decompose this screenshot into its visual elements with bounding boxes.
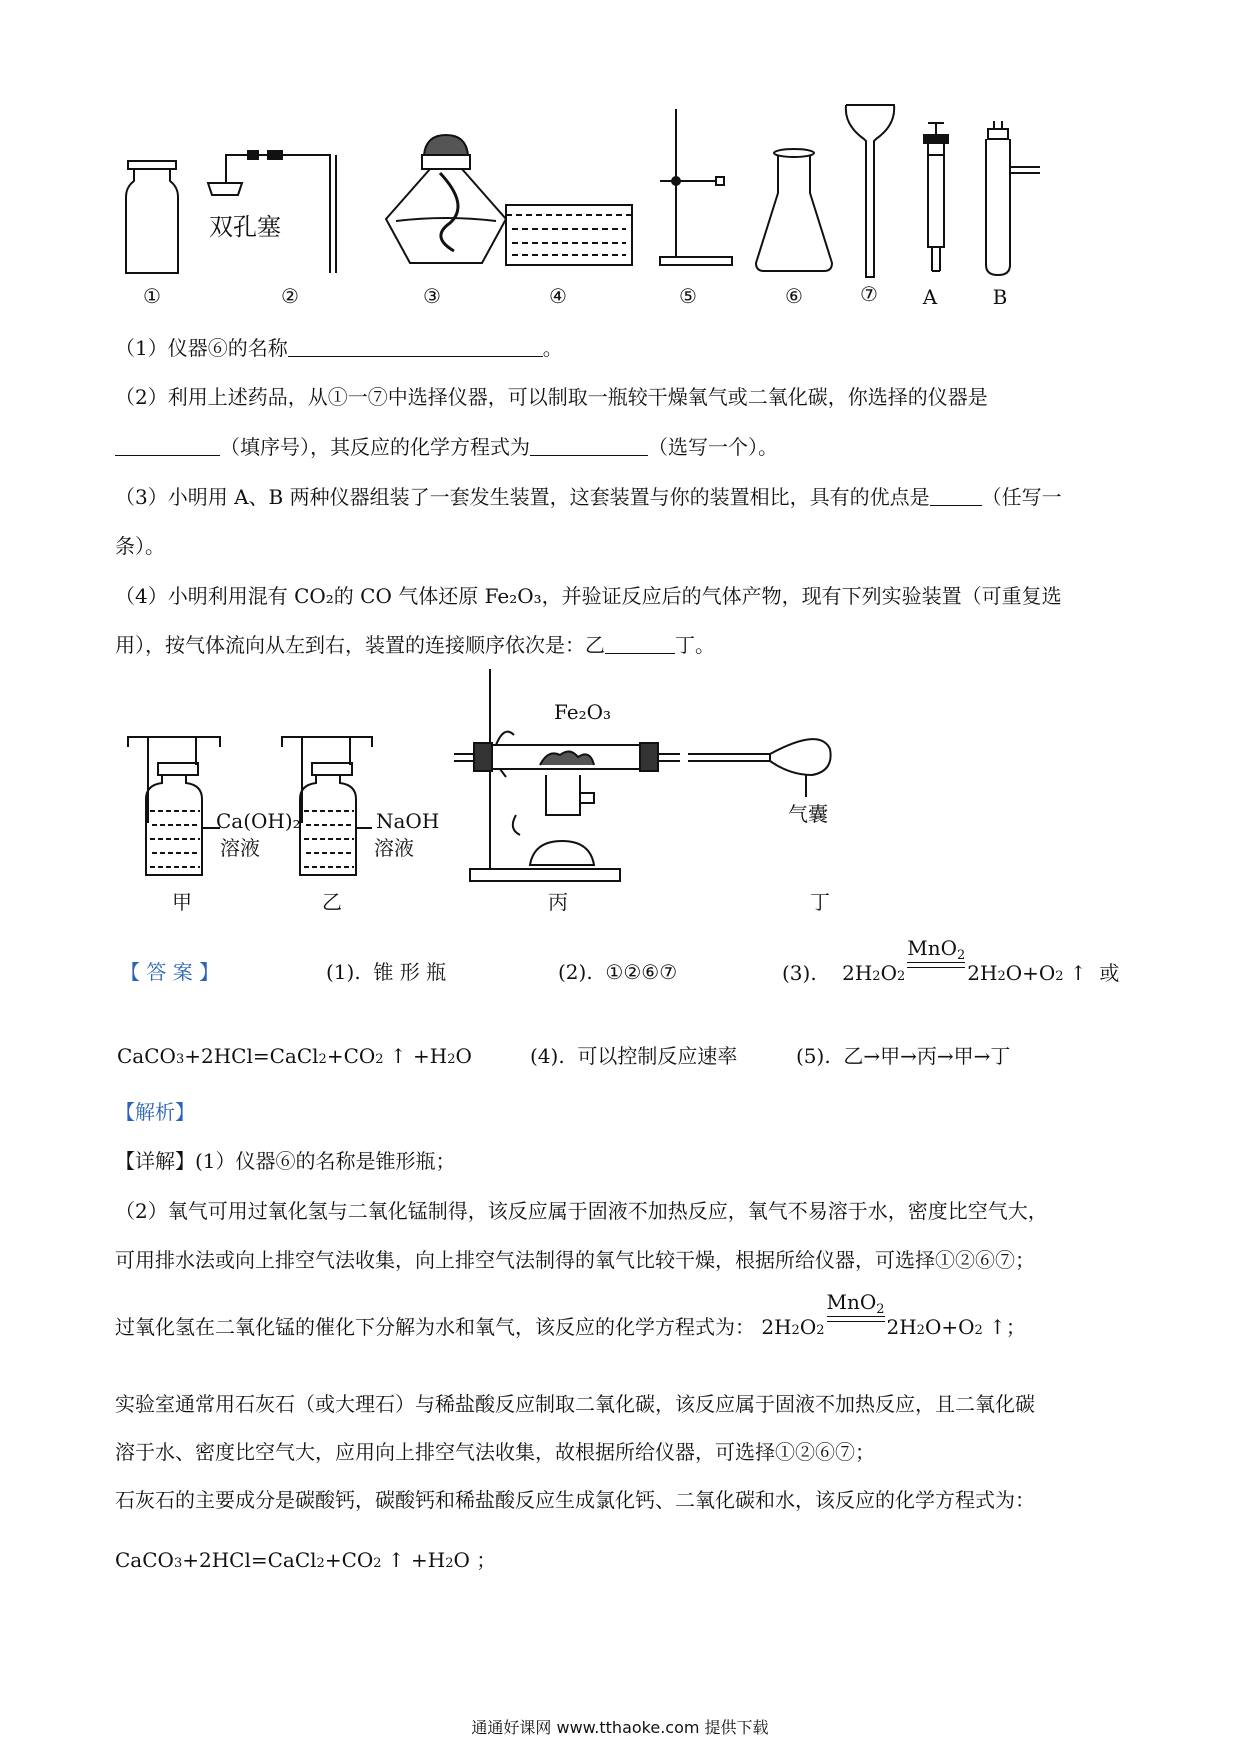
equation-caco3-answer: CaCO 3 +2HCl=CaCl 2 +CO 2 ↑ +H 2 O: [117, 1044, 472, 1068]
equation-caco3: CaCO 3 +2HCl=CaCl 2 +CO 2 ↑ +H 2 O: [115, 1548, 470, 1572]
apparatus-label-1: ①: [143, 284, 161, 308]
analysis-p5: 石灰石的主要成分是碳酸钙，碳酸钙和稀盐酸反应生成氯化钙、二氧化碳和水，该反应的化学方程式为：: [115, 1488, 1035, 1512]
apparatus-2-stopper: [208, 151, 336, 273]
fe2o3-label: Fe₂O₃: [554, 700, 612, 724]
equation-h2o2-answer: 2H 2 O 2 MnO$_2$ 2H $_2$ O+O 2 ↑: [842, 936, 1087, 985]
question-4-line-1: （4）小明利用混有 CO₂的 CO 气体还原 Fe₂O₃，并验证反应后的气体产物，现有下列实验装置（可重复选: [115, 584, 1062, 608]
question-2-line-1: （2）利用上述药品，从①一⑦中选择仪器，可以制取一瓶较干燥氧气或二氧化碳，你选择的仪器是: [115, 385, 988, 409]
answer-blank-4: [930, 485, 982, 506]
analysis-p6: CaCO 3 +2HCl=CaCl 2 +CO 2 ↑ +H 2 O ；: [115, 1546, 1125, 1578]
apparatus-label-5: ⑤: [679, 284, 697, 308]
question-1: （1）仪器⑥的名称 。: [115, 336, 563, 360]
apparatus-4-trough: [506, 205, 632, 265]
apparatus-figure: [0, 95, 1240, 415]
page-footer: 通通好课网 www.tthaoke.com 提供下载: [471, 1718, 769, 1737]
setup-jia-bottle: [128, 737, 220, 875]
analysis-p2-line1: （2）氧气可用过氧化氢与二氧化锰制得，该反应属于固液不加热反应，氧气不易溶于水，密度比空气大，: [115, 1199, 1048, 1223]
apparatus-label-B: B: [992, 285, 1008, 309]
setup-figure: [0, 665, 1240, 925]
setup-name-yi: 乙: [322, 890, 342, 914]
equation-h2o2: 2H 2 O 2 MnO$_2$ 2H $_2$ O+O 2 ↑: [761, 1290, 1006, 1339]
answer-blank-5: [605, 633, 675, 654]
analysis-tag: 【解析】: [115, 1100, 195, 1124]
setup-ding-balloon: [688, 739, 831, 797]
answer-blank-1: [288, 336, 543, 357]
question-3-line-1: （3）小明用 A、B 两种仪器组装了一套发生装置，这套装置与你的装置相比，具有的优点是 （任写一: [115, 485, 1062, 509]
apparatus-A-syringe: [924, 123, 948, 271]
apparatus-B-tube: [986, 121, 1040, 275]
analysis-p2-line2: 可用排水法或向上排空气法收集，向上排空气法制得的氧气比较干燥，根据所给仪器，可选择①②⑥⑦；: [115, 1248, 1035, 1272]
analysis-p4-line2: 溶于水、密度比空气大，应用向上排空气法收集，故根据所给仪器，可选择①②⑥⑦；: [115, 1440, 875, 1464]
analysis-p4-line1: 实验室通常用石灰石（或大理石）与稀盐酸反应制取二氧化碳，该反应属于固液不加热反应，且二氧化碳: [115, 1392, 1035, 1416]
apparatus-label-3: ③: [423, 284, 441, 308]
apparatus-7-funnel: [846, 105, 894, 277]
answer-3: (3). 2H 2 O 2 MnO$_2$ 2H $_2$ O+O 2 ↑ 或: [782, 958, 1119, 991]
apparatus-label-7: ⑦: [860, 282, 878, 306]
balloon-label: 气囊: [788, 802, 828, 826]
apparatus-label-2: ②: [281, 284, 299, 308]
question-2-line-2: （填序号），其反应的化学方程式为 （选写一个）。: [115, 433, 1125, 461]
stopper-label: 双孔塞: [209, 213, 281, 241]
question-3-line-2: 条）。: [115, 534, 165, 558]
apparatus-label-4: ④: [549, 284, 567, 308]
jia-solution-line2: 溶液: [220, 836, 260, 860]
answer-4: (4). 可以控制反应速率: [530, 1044, 738, 1068]
apparatus-label-6: ⑥: [785, 284, 803, 308]
jia-solution-line1: Ca(OH)₂: [216, 809, 301, 833]
apparatus-3-lamp: [386, 135, 506, 263]
analysis-p1: 【详解】(1）仪器⑥的名称是锥形瓶；: [115, 1149, 456, 1173]
answer-tag: 【 答 案 】: [120, 960, 220, 984]
yi-solution-line2: 溶液: [374, 836, 414, 860]
answer-5: (5). 乙→甲→丙→甲→丁: [796, 1044, 1011, 1068]
apparatus-1-bottle: [126, 161, 178, 273]
setup-name-bing: 丙: [548, 890, 568, 914]
setup-name-jia: 甲: [172, 890, 192, 914]
answer-blank-2: [115, 435, 220, 456]
answer-1: (1). 锥 形 瓶: [326, 960, 447, 984]
setup-name-ding: 丁: [810, 890, 830, 914]
answer-blank-3: [530, 435, 648, 456]
apparatus-6-flask: [756, 149, 832, 271]
answer-2: (2). ①②⑥⑦: [558, 960, 678, 984]
question-4-line-2: 用），按气体流向从左到右，装置的连接顺序依次是：乙 丁。: [115, 633, 715, 657]
yi-solution-line1: NaOH: [376, 809, 440, 833]
apparatus-label-A: A: [922, 285, 938, 309]
setup-yi-bottle: [282, 737, 372, 875]
analysis-p3: 过氧化氢在二氧化锰的催化下分解为水和氧气，该反应的化学方程式为： 2H 2 O 2 MnO$_2$ 2H $_2$ O+O 2 ↑；: [115, 1312, 1125, 1345]
apparatus-5-stand: [660, 109, 732, 265]
